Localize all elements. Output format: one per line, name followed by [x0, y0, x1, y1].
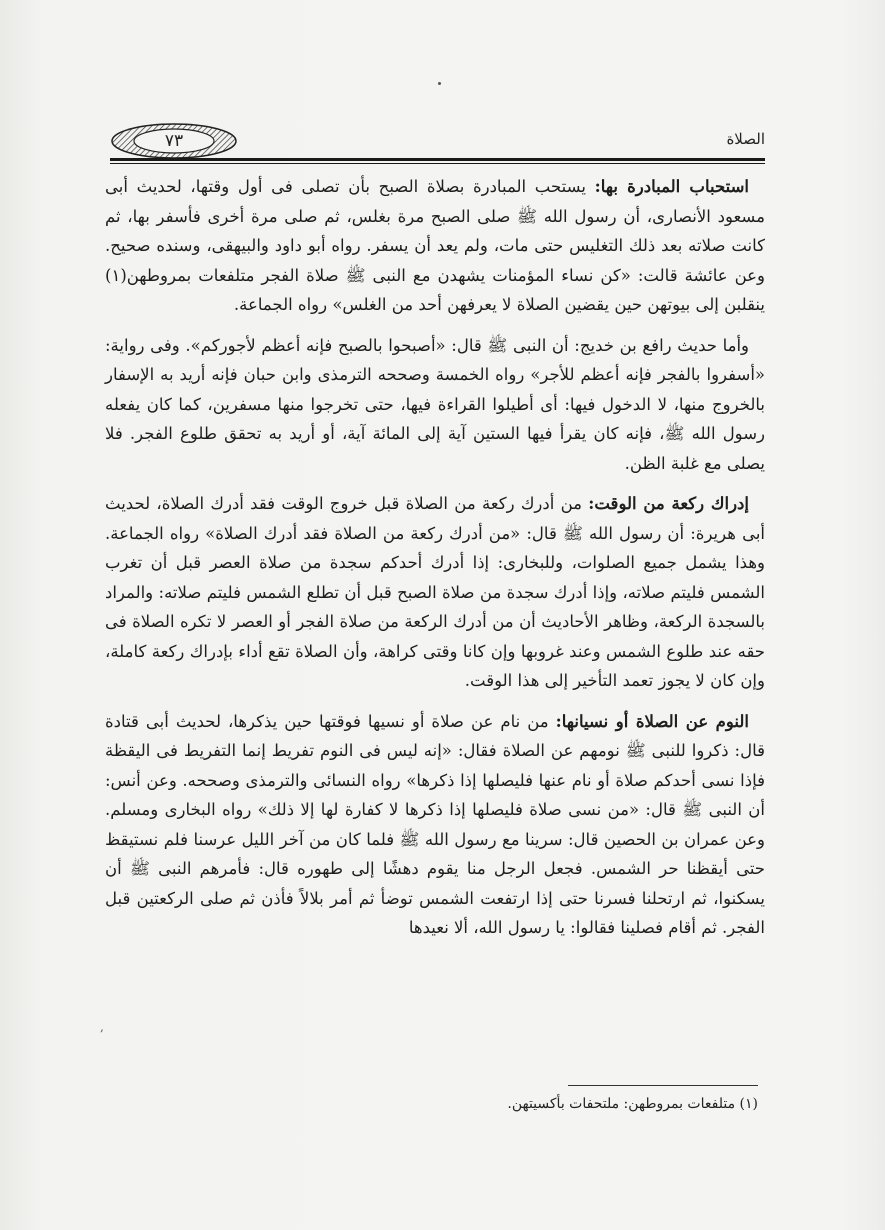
paragraph-body: وأما حديث رافع بن خديج: أن النبى ﷺ قال: «أصبحوا بالصبح فإنه أعظم لأجوركم». وفى رواية: «أسفروا بالفجر فإنه أعظم للأجر» رواه الخمسة وصححه الترمذى وابن حبان فإنه أريد به الإسفار بالخروج منها، لا الدخول فيها: أى أطيلوا القراءة فيها، حتى تخرجوا منها مسفرين، كما كان يفعله رسول الله ﷺ، فإنه كان يقرأ فيها الستين آية إلى المائة آية، أو أريد به تحقق طلوع الفجر. فلا يصلى مع غلبة الظن. — [105, 335, 765, 473]
paragraph-heading: إدراك ركعة من الوقت: — [588, 494, 749, 513]
header-rule-thick — [110, 158, 765, 161]
paragraph-rafi-hadith — [105, 331, 765, 479]
paragraph-heading: النوم عن الصلاة أو نسيانها: — [555, 711, 750, 731]
footnote-separator — [568, 1085, 758, 1086]
paragraph-heading: استحباب المبادرة بها: — [594, 177, 749, 196]
margin-mark: , — [100, 1020, 104, 1034]
paragraph-body: من أدرك ركعة من الصلاة قبل خروج الوقت فقد أدرك الصلاة، لحديث أبى هريرة: أن رسول الله ﷺ قال: «من أدرك ركعة من الصلاة فقد أدرك الصلاة» رواه الجماعة. وهذا يشمل جميع الصلوات، وللبخارى: إذا أدرك أحدكم سجدة من صلاة العصر قبل أن تغرب الشمس فليتم صلاته، وإذا أدرك سجدة من صلاة الصبح قبل أن تطلع الشمس فليتم صلاته: والمراد بالسجدة الركعة، وظاهر الأحاديث أن من أدرك الركعة من صلاة الفجر أو العصر لا تكره الصلاة فى حقه عند طلوع الشمس وعند غروبها وإن كانا وقتى كراهة، وأن الصلاة تقع أداء بإدراك ركعة كاملة، وإن كان لا يجوز تعمد التأخير إلى هذا الوقت. — [105, 494, 765, 690]
header-rule-thin — [110, 163, 765, 164]
chapter-title: الصلاة — [726, 130, 765, 148]
paragraph-body: من نام عن صلاة أو نسيها فوقتها حين يذكرها، لحديث أبى قتادة قال: ذكروا للنبى ﷺ نومهم عن الصلاة فقال: «إنه ليس فى النوم تفريط إنما التفريط فى اليقظة فإذا نسى أحدكم صلاة أو نام عنها فليصلها إذا ذكرها» رواه النسائى والترمذى وصححه. وعن أنس: أن النبى ﷺ قال: «من نسى صلاة فليصلها إذا ذكرها لا كفارة لها إلا ذلك» رواه البخارى ومسلم. وعن عمران بن الحصين قال: سرينا مع رسول الله ﷺ فلما كان من آخر الليل عرسنا فلم نستيقظ حتى أيقظنا حر الشمس. فجعل الرجل منا يقوم دهشًا إلى طهوره قال: فأمرهم النبى ﷺ أن يسكنوا، ثم ارتحلنا فسرنا حتى إذا ارتفعت الشمس توضأ ثم أمر بلالاً فأذن ثم صلى الركعتين قبل الفجر. ثم أقام فصلينا فقالوا: يا رسول الله، ألا نعيدها — [105, 711, 765, 937]
scan-speck — [438, 82, 441, 85]
paragraph-body: يستحب المبادرة بصلاة الصبح بأن تصلى فى أول وقتها، لحديث أبى مسعود الأنصارى، أن رسول الله ﷺ صلى الصبح مرة بغلس، ثم صلى مرة أخرى فأسفر بها، ثم كانت صلاته بعد ذلك التغليس حتى مات، ولم يعد أن يسفر. رواه أبو داود والبيهقى، وسنده صحيح. وعن عائشة قالت: «كن نساء المؤمنات يشهدن مع النبى ﷺ صلاة الفجر متلفعات بمروطهن(١) ينقلبن إلى بيوتهن حين يقضين الصلاة لا يعرفهن أحد من الغلس» رواه الجماعة. — [105, 177, 765, 314]
footnote: (١) متلفعات بمروطهن: ملتحفات بأكسيتهن. — [507, 1096, 758, 1112]
paragraph-sleeping-forgetting — [105, 707, 765, 943]
page-number-badge — [110, 122, 238, 160]
paragraph-early-performance — [105, 172, 765, 320]
body-text — [105, 172, 765, 954]
paragraph-catching-rakah — [105, 489, 765, 696]
page-number: ٧٣ — [164, 131, 184, 151]
